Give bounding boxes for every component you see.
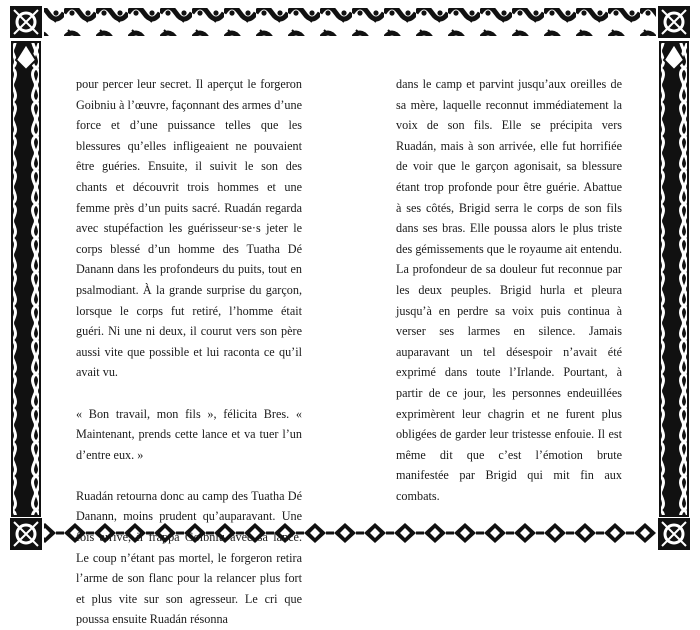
corner-knot-bottom-right — [658, 518, 690, 550]
left-paragraph-1: pour percer leur secret. Il aperçut le forgeron Goibniu à l’œuvre, façonnant des armes d’une force et d’une puissance telles que les blessures qu’elles infligeaient ne pouvaient être guéries. Ensuite, il suivit le son des chants et découvrit trois hommes et une femme près d’un puits sacré. Ruadán regarda avec stupéfaction les guérisseur·se·s jeter le corps blessé d’un homme des Tuatha Dé Danann dans les profondeurs du puits, tout en psalmodiant. À la grande surprise du garçon, lorsque le corps fut retiré, l’homme était guéri. Ni une ni deux, il courut vers son père aussi vite que possible et lui raconta ce qu’il avait vu. — [76, 77, 302, 380]
right-page-text — [396, 74, 622, 506]
corner-knot-top-right — [658, 6, 690, 38]
corner-knot-top-left — [10, 6, 42, 38]
corner-knot-bottom-left — [10, 518, 42, 550]
left-page-text — [76, 74, 302, 630]
left-paragraph-2: « Bon travail, mon fils », félicita Bres. « Maintenant, prends cette lance et va tuer l’un d’entre eux. » — [76, 406, 302, 462]
right-paragraph-1: dans le camp et parvint jusqu’aux oreilles de sa mère, laquelle reconnut immédiatement la voix de son fils. Elle se précipita vers Ruadán, mais à son arrivée, elle fut horrifiée de voir que le garçon agonisait, sa blessure étant trop profonde pour être guérie. Abattue à ses côtés, Brigid serra le corps de son fils dans ses bras. Elle poussa alors le plus triste des gémissements que le royaume ait entendu. La profondeur de sa douleur fut reconnue par les deux peuples. Brigid hurla et pleura jusqu’à en perdre sa voix puis continua à verser ses larmes en silence. Jamais auparavant un tel désespoir n’avait été exprimé dans toute l’Irlande. Pourtant, à partir de ce jour, les personnes endeuillées exprimèrent leur chagrin et ne furent plus obligées de garder leur tristesse enfouie. Il est même dit que c’est l’émotion brute manifestée par Brigid qui mit fin aux combats. — [396, 77, 622, 503]
left-paragraph-3: Ruadán retourna donc au camp des Tuatha Dé Danann, moins prudent qu’auparavant. Une fois arrivé, il frappa Goibniu avec sa lance. Le coup n’étant pas mortel, le forgeron retira l’arme de son flanc pour la relancer plus fort et plus vite sur son agresseur. Le cri que poussa ensuite Ruadán résonna — [76, 488, 302, 627]
